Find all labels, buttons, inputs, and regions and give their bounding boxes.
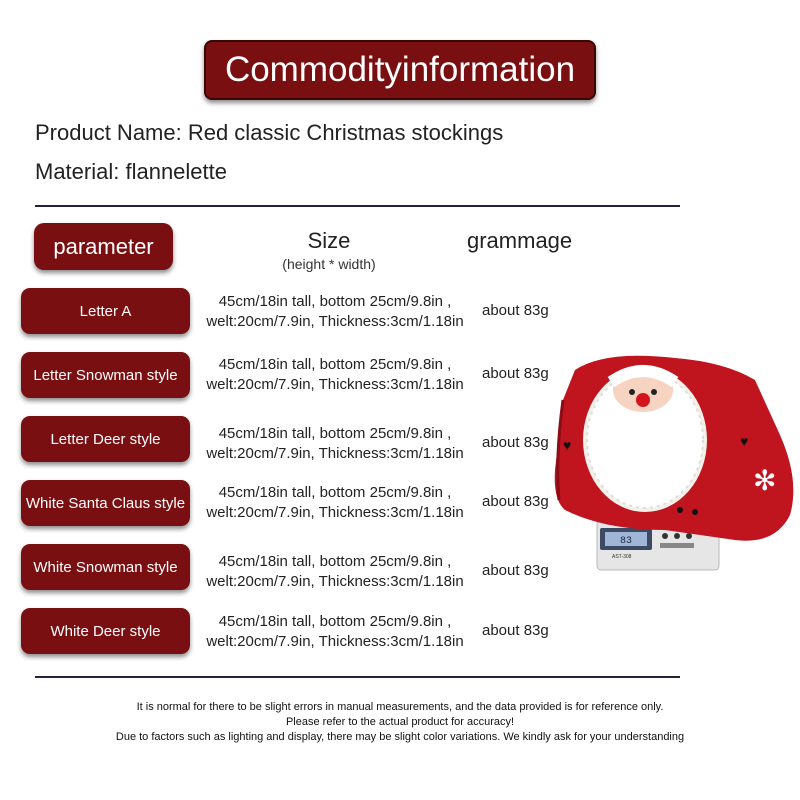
row-label-letter-deer: Letter Deer style [21,416,190,462]
row-size-line1: 45cm/18in tall, bottom 25cm/9.8in , [218,553,452,570]
row-size-line1: 45cm/18in tall, bottom 25cm/9.8in , [218,356,452,373]
material: Material: flannelette [35,159,227,184]
scale-model: AST-308 [612,554,632,560]
row-size-line2: welt:20cm/7.9in, Thickness:3cm/1.18in [206,633,464,650]
row-label-letter-snowman: Letter Snowman style [21,352,190,398]
stocking-image [555,356,794,541]
row-size [196,483,474,523]
bottom-divider [35,676,680,678]
product-name: Product Name: Red classic Christmas stockings [35,120,504,145]
row-size-line2: welt:20cm/7.9in, Thickness:3cm/1.18in [206,313,464,330]
row-size [196,292,474,332]
page-title: Commodityinformation [204,40,596,100]
row-size-line1: 45cm/18in tall, bottom 25cm/9.8in , [218,613,452,630]
size-header-sublabel: (height * width) [282,256,376,272]
size-header-label: Size [307,228,351,253]
row-grammage: about 83g [482,622,549,639]
svg-text:✻: ✻ [753,464,777,497]
row-size-line2: welt:20cm/7.9in, Thickness:3cm/1.18in [206,445,464,462]
svg-text:♥: ♥ [563,437,572,453]
svg-text:♥: ♥ [740,433,749,449]
grammage-header: grammage [467,228,573,253]
row-label-white-deer: White Deer style [21,608,190,654]
top-divider [35,205,680,207]
disclaimer [0,700,800,745]
row-size [196,612,474,652]
row-size [196,424,474,464]
row-size-line1: 45cm/18in tall, bottom 25cm/9.8in , [218,484,452,501]
disclaimer-line1: It is normal for there to be slight errors in manual measurements, and the data provided is for reference only. [136,701,664,713]
row-grammage: about 83g [482,434,549,451]
row-grammage: about 83g [482,493,549,510]
row-label-letter-a: Letter A [21,288,190,334]
row-size-line1: 45cm/18in tall, bottom 25cm/9.8in , [218,425,452,442]
row-size [196,552,474,592]
row-size-line1: 45cm/18in tall, bottom 25cm/9.8in , [218,293,452,310]
row-label-white-santa: White Santa Claus style [21,480,190,526]
row-grammage: about 83g [482,302,549,319]
row-size-line2: welt:20cm/7.9in, Thickness:3cm/1.18in [206,376,464,393]
row-size-line2: welt:20cm/7.9in, Thickness:3cm/1.18in [206,573,464,590]
disclaimer-line2: Please refer to the actual product for accuracy! [285,716,515,728]
size-header [270,228,388,272]
disclaimer-line3: Due to factors such as lighting and display, there may be slight color variations. We kindly ask for your understanding [115,731,685,743]
row-size [196,355,474,395]
product-image [545,340,800,580]
row-grammage: about 83g [482,365,549,382]
parameter-header: parameter [34,223,173,270]
row-size-line2: welt:20cm/7.9in, Thickness:3cm/1.18in [206,504,464,521]
scale-reading: 83 [619,536,633,547]
row-label-white-snowman: White Snowman style [21,544,190,590]
row-grammage: about 83g [482,562,549,579]
